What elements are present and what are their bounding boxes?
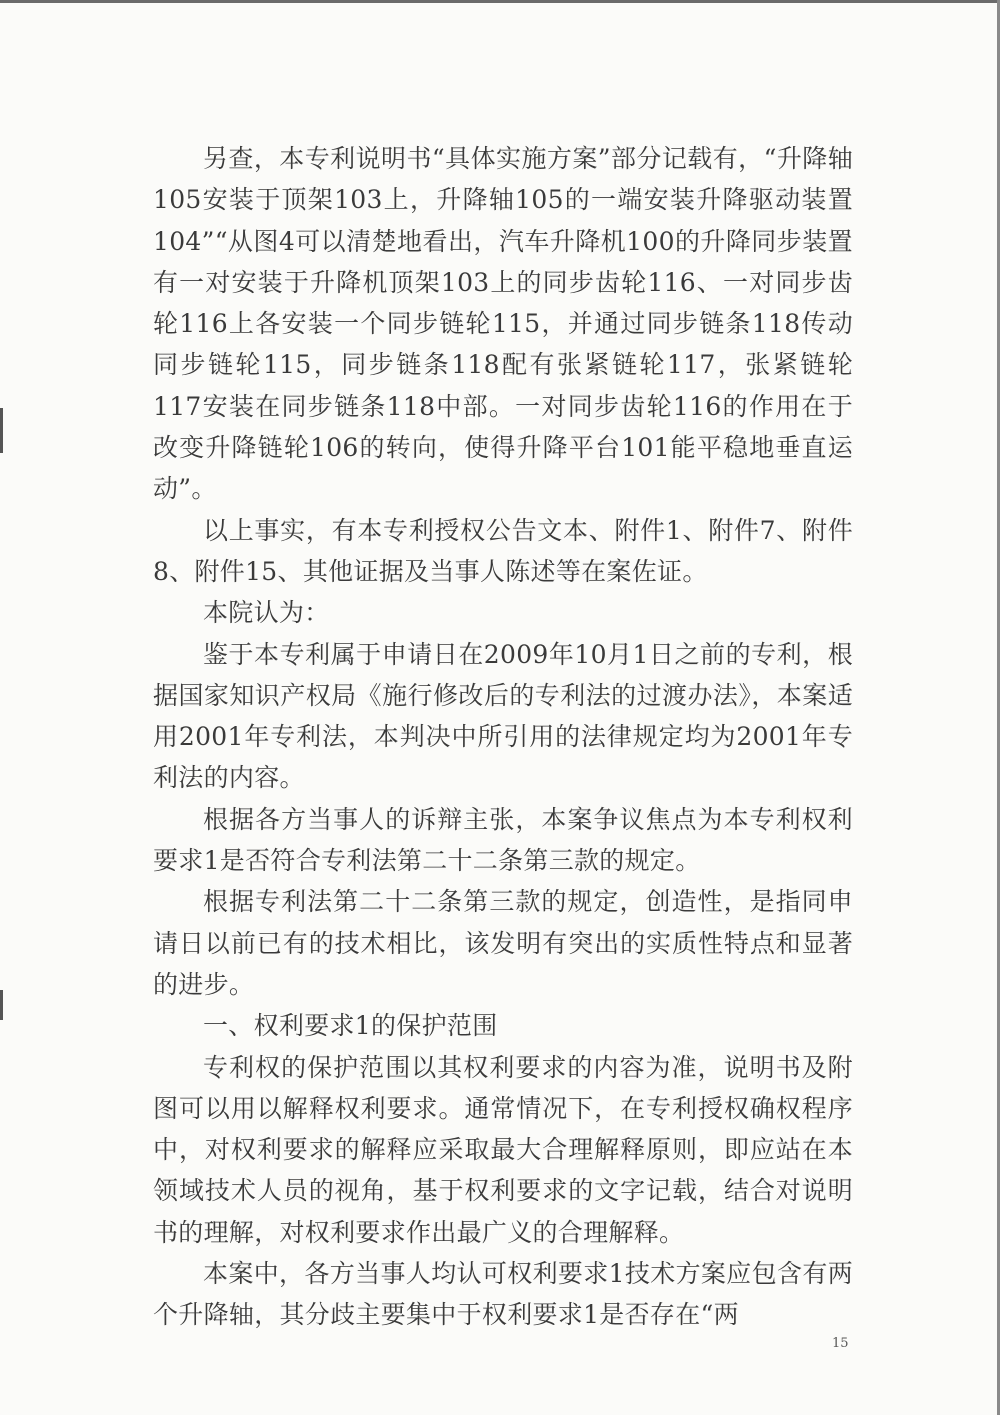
binding-hole-mark xyxy=(0,990,3,1020)
paragraph-applicable-law: 鉴于本专利属于申请日在2009年10月1日之前的专利，根据国家知识产权局《施行修改后的专利法的过渡办法》，本案适用2001年专利法，本判决中所引用的法律规定均为2001年专利法的内容。 xyxy=(153,639,853,793)
paragraph-court-opinion-heading: 本院认为： xyxy=(203,598,330,628)
paragraph-claim-interpretation: 专利权的保护范围以其权利要求的内容为准，说明书及附图可以用以解释权利要求。通常情况下，在专利授权确权程序中，对权利要求的解释应采取最大合理解释原则，即应站在本领域技术人员的视角，基于权利要求的文字记载，结合对说明书的理解，对权利要求作出最广义的合理解释。 xyxy=(153,1052,853,1247)
binding-hole-mark xyxy=(0,408,3,453)
paragraph-case-analysis: 本案中，各方当事人均认可权利要求1技术方案应包含有两个升降轴，其分歧主要集中于权利要求1是否存在“两 xyxy=(153,1259,853,1330)
section-heading-claim-scope: 一、权利要求1的保护范围 xyxy=(203,1011,498,1041)
page-number: 15 xyxy=(832,1336,849,1351)
document-body xyxy=(153,138,853,1336)
paragraph-evidence: 以上事实，有本专利授权公告文本、附件1、附件7、附件8、附件15、其他证据及当事人陈述等在案佐证。 xyxy=(153,515,853,586)
paragraph-specification-excerpt: 另查，本专利说明书“具体实施方案”部分记载有，“升降轴105安装于顶架103上，升降轴105的一端安装升降驱动装置104”“从图4可以清楚地看出，汽车升降机100的升降同步装置有一对安装于升降机顶架103上的同步齿轮116、一对同步齿轮116上各安装一个同步链轮115，并通过同步链条118传动同步链轮115，同步链条118配有张紧链轮117，张紧链轮117安装在同步链条118中部。一对同步齿轮116的作用在于改变升降链轮106的转向，使得升降平台101能平稳地垂直运动”。 xyxy=(153,144,853,504)
paragraph-inventiveness-definition: 根据专利法第二十二条第三款的规定，创造性，是指同申请日以前已有的技术相比，该发明有突出的实质性特点和显著的进步。 xyxy=(153,887,853,999)
paragraph-dispute-focus: 根据各方当事人的诉辩主张，本案争议焦点为本专利权利要求1是否符合专利法第二十二条第三款的规定。 xyxy=(153,804,853,876)
scan-top-edge xyxy=(0,0,1000,3)
